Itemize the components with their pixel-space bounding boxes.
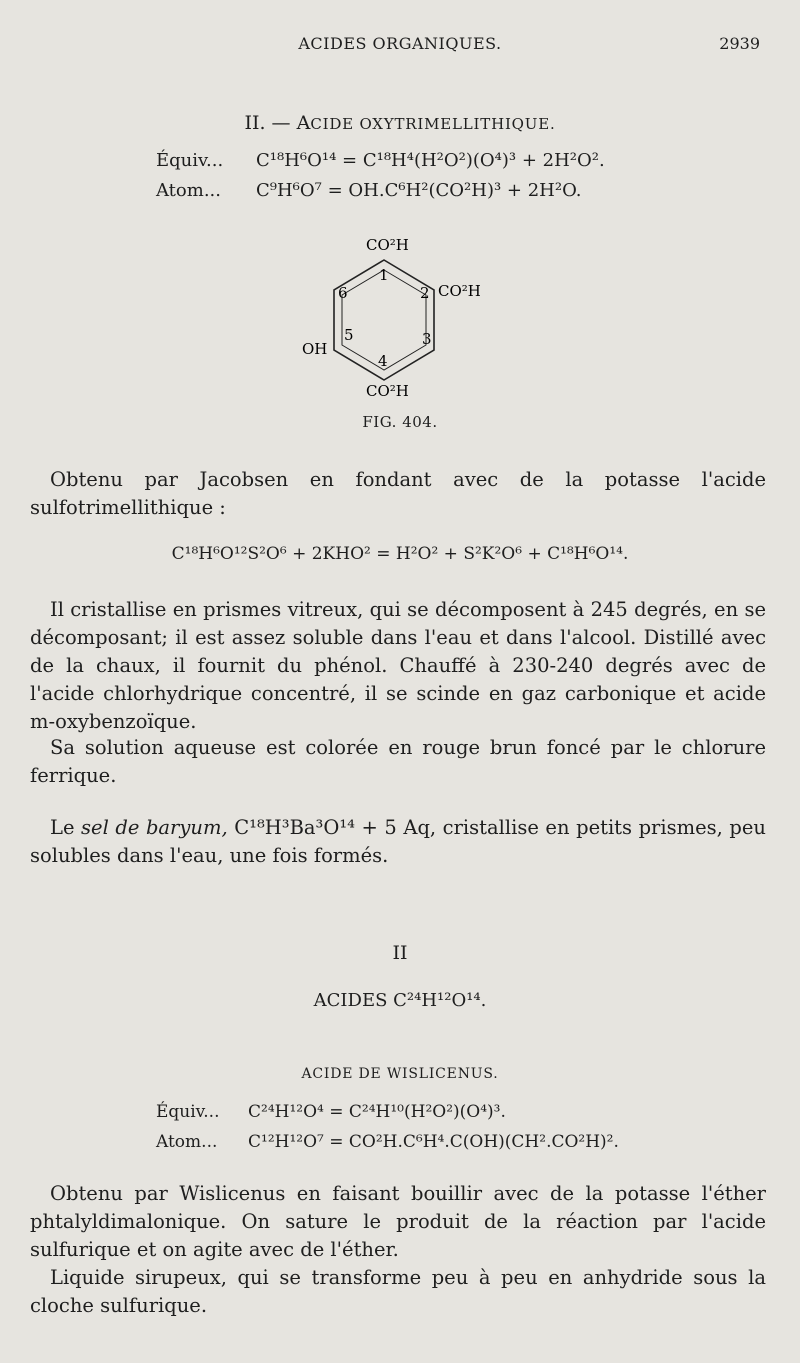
atom-value-2: C¹²H¹²O⁷ = CO²H.C⁶H⁴.C(OH)(CH².CO²H)². (248, 1132, 619, 1152)
position-3: 3 (422, 330, 432, 348)
paragraph-wislicenus (30, 1180, 766, 1264)
section-number: II. — (244, 112, 297, 134)
acids-heading: ACIDES C²⁴H¹²O¹⁴. (313, 990, 487, 1011)
paragraph-jacobsen-text: Obtenu par Jacobsen en fondant avec de la potasse l'acide sulfotrimellithique : (30, 468, 766, 519)
position-4: 4 (378, 352, 388, 370)
paragraph-wislicenus-text: Obtenu par Wislicenus en faisant bouillir avec de la potasse l'éther phtalyldimalonique. On sature le produit de la réaction par l'acide sulfurique et on agite avec de l'éther. (30, 1182, 766, 1261)
equiv-label-2: Équiv... (156, 1102, 220, 1122)
section-title-initial: A (296, 112, 311, 134)
paragraph-barium-salt (30, 814, 766, 870)
benzene-ring-figure (292, 228, 522, 428)
figure-caption: FIG. 404. (362, 413, 438, 431)
atom-formula-row-2 (156, 1132, 619, 1162)
section-heading (0, 112, 800, 134)
atom-label-2: Atom... (156, 1132, 218, 1152)
barium-intro: Le (50, 816, 82, 839)
reaction-equation: C¹⁸H⁶O¹²S²O⁶ + 2KHO² = H²O² + S²K²O⁶ + C¹⁸H⁶O¹⁴. (171, 544, 629, 564)
equiv-formula-row (156, 150, 605, 180)
formula-block-1 (156, 150, 605, 210)
barium-text: C¹⁸H³Ba³O¹⁴ + 5 Aq, cristallise en petits prismes, peu solubles dans l'eau, une fois formés. (30, 816, 766, 867)
wislicenus-acid-heading: ACIDE DE WISLICENUS. (301, 1066, 499, 1082)
paragraph-properties (30, 596, 766, 736)
barium-term: sel de baryum, (81, 816, 228, 839)
page-number: 2939 (719, 34, 760, 53)
substituent-oh: OH (302, 340, 328, 358)
paragraph-solution (30, 734, 766, 790)
equiv-label: Équiv... (156, 150, 224, 171)
section-title-rest: CIDE OXYTRIMELLITHIQUE. (310, 115, 556, 133)
equiv-formula-row-2 (156, 1102, 619, 1132)
substituent-1: CO²H (366, 236, 409, 254)
equiv-value: C¹⁸H⁶O¹⁴ = C¹⁸H⁴(H²O²)(O⁴)³ + 2H²O². (256, 150, 605, 171)
paragraph-liquid (30, 1264, 766, 1320)
paragraph-liquid-text: Liquide sirupeux, qui se transforme peu à peu en anhydride sous la cloche sulfurique. (30, 1266, 766, 1317)
atom-formula-row (156, 180, 605, 210)
position-6: 6 (338, 284, 348, 302)
paragraph-jacobsen (30, 466, 766, 522)
position-5: 5 (344, 326, 354, 344)
atom-label: Atom... (156, 180, 221, 201)
chapter-roman-numeral: II (392, 942, 408, 964)
paragraph-properties-text: Il cristallise en prismes vitreux, qui se décomposent à 245 degrés, en se décomposant; il est assez soluble dans l'eau et dans l'alcool. Distillé avec de la chaux, il fournit du phénol. Chauffé à 230-240 degrés avec de l'acide chlorhydrique concentré, il se scinde en gaz carbonique et acide m-oxybenzoïque. (30, 598, 766, 733)
substituent-2: CO²H (438, 282, 481, 300)
formula-block-2 (156, 1102, 619, 1162)
paragraph-solution-text: Sa solution aqueuse est colorée en rouge brun foncé par le chlorure ferrique. (30, 736, 766, 787)
position-1: 1 (379, 266, 389, 284)
equiv-value-2: C²⁴H¹²O⁴ = C²⁴H¹⁰(H²O²)(O⁴)³. (248, 1102, 506, 1122)
substituent-4: CO²H (366, 382, 409, 400)
atom-value: C⁹H⁶O⁷ = OH.C⁶H²(CO²H)³ + 2H²O. (256, 180, 582, 201)
position-2: 2 (420, 284, 430, 302)
running-header: ACIDES ORGANIQUES. (298, 34, 502, 53)
